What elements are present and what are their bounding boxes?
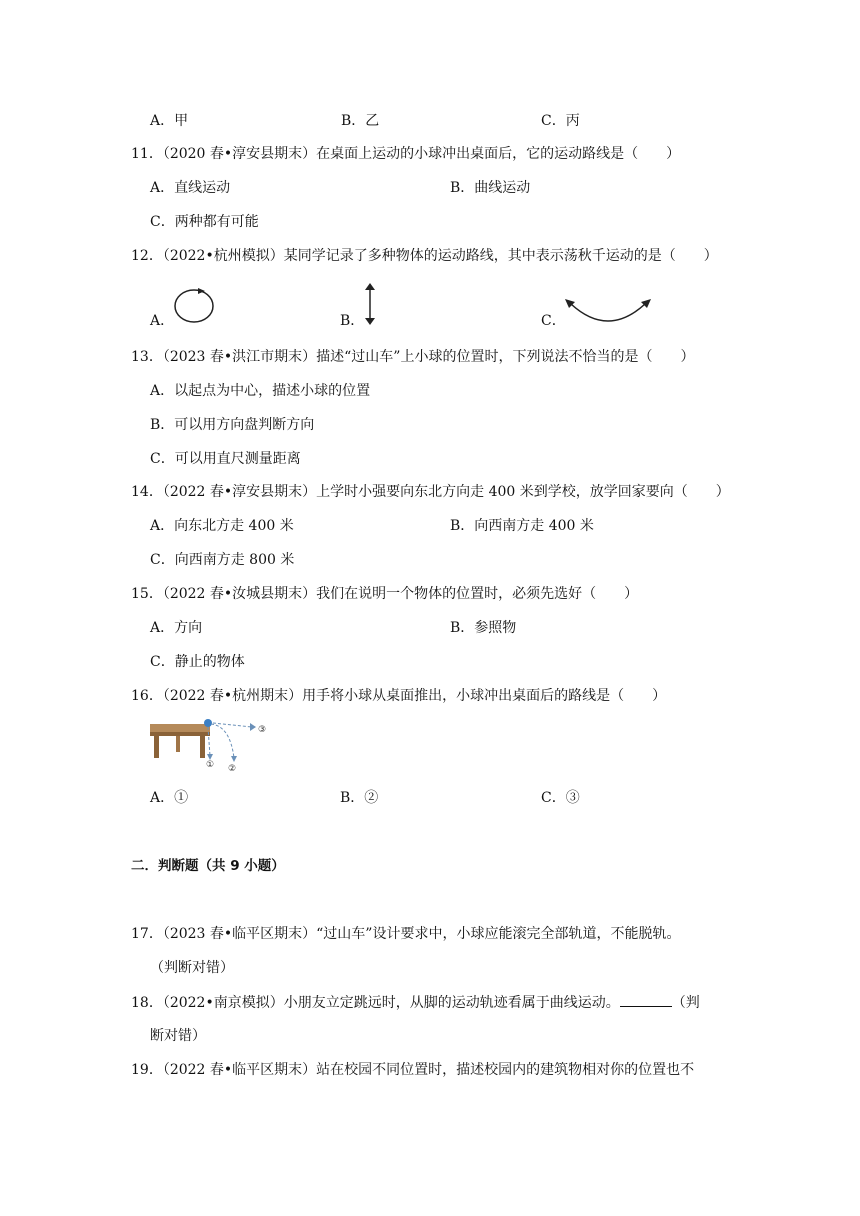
q13-option-c: C．可以用直尺测量距离 <box>150 451 301 467</box>
q16-option-a <box>150 788 188 808</box>
q19-stem: 19．（2022 春•临平区期末）站在校园不同位置时，描述校园内的建筑物相对你的位置也不 <box>131 1062 695 1078</box>
q16-option-b-letter: B． <box>340 790 365 806</box>
q10-option-c: C．丙 <box>541 113 580 129</box>
q11-option-a: A．直线运动 <box>150 180 231 196</box>
q15-stem: 15．（2022 春•汝城县期末）我们在说明一个物体的位置时，必须先选好（ ） <box>131 586 639 602</box>
q16-option-b-mark: ② <box>364 790 379 806</box>
q10-option-a: A．甲 <box>150 113 189 129</box>
q17-judge-note: （判断对错） <box>150 960 234 976</box>
q12-option-a: A． <box>150 313 175 329</box>
q18-stem <box>131 992 700 1013</box>
q16-option-a-letter: A． <box>150 790 175 806</box>
q14-option-b: B．向西南方走 400 米 <box>450 518 594 534</box>
q12-stem: 12．（2022•杭州模拟）某同学记录了多种物体的运动路线，其中表示荡秋千运动的是（ ） <box>131 248 718 264</box>
q14-stem: 14．（2022 春•淳安县期末）上学时小强要向东北方向走 400 米到学校，放学回家要向（ ） <box>131 484 730 500</box>
q18-stem-text: 18．（2022•南京模拟）小朋友立定跳远时，从脚的运动轨迹看属于曲线运动。 <box>131 995 620 1011</box>
q18-judge-note: （判 <box>671 995 700 1011</box>
q13-option-b: B．可以用方向盘判断方向 <box>150 417 315 433</box>
q14-option-c: C．向西南方走 800 米 <box>150 552 295 568</box>
section-heading: 二．判断题（共 9 小题） <box>131 858 285 874</box>
q11-option-b: B．曲线运动 <box>450 180 531 196</box>
q13-option-a: A．以起点为中心，描述小球的位置 <box>150 383 371 399</box>
arc-path-figure <box>563 294 653 328</box>
q13-stem: 13．（2023 春•洪江市期末）描述“过山车”上小球的位置时，下列说法不恰当的是（ ） <box>131 349 695 365</box>
q15-option-a: A．方向 <box>150 620 203 636</box>
q12-option-c: C． <box>541 313 566 329</box>
figure-label-2: ② <box>228 764 237 774</box>
figure-label-1: ① <box>206 760 215 770</box>
vertical-arrow-figure <box>362 282 378 326</box>
q11-option-c: C．两种都有可能 <box>150 214 259 230</box>
q11-stem: 11．（2020 春•淳安县期末）在桌面上运动的小球冲出桌面后，它的运动路线是（ ） <box>131 146 681 162</box>
q10-option-b: B．乙 <box>341 113 380 129</box>
q15-option-c: C．静止的物体 <box>150 654 245 670</box>
table-ball-path-figure <box>148 716 276 774</box>
q16-option-c-mark: ③ <box>565 790 580 806</box>
q18-judge-note-cont: 断对错） <box>150 1028 206 1044</box>
circular-path-figure <box>172 286 216 326</box>
q17-stem: 17．（2023 春•临平区期末）“过山车”设计要求中，小球应能滚完全部轨道，不能脱轨。 <box>131 926 681 942</box>
q15-option-b: B．参照物 <box>450 620 517 636</box>
q16-stem: 16．（2022 春•杭州期末）用手将小球从桌面推出，小球冲出桌面后的路线是（ ） <box>131 688 667 704</box>
q16-option-c <box>541 788 580 808</box>
q16-option-c-letter: C． <box>541 790 566 806</box>
q12-option-b: B． <box>340 313 365 329</box>
q14-option-a: A．向东北方走 400 米 <box>150 518 294 534</box>
figure-label-3: ③ <box>258 725 267 735</box>
q16-option-a-mark: ① <box>174 790 189 806</box>
answer-blank[interactable] <box>620 992 672 1007</box>
q16-option-b <box>340 788 378 808</box>
